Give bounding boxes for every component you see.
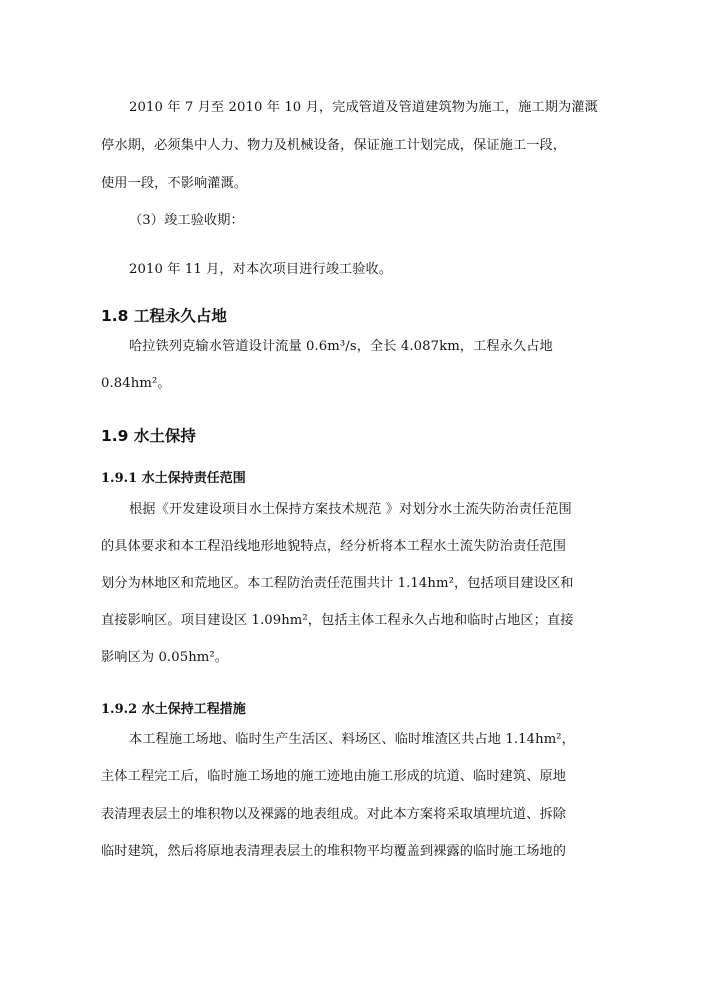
s1-9-1-line-1: 根据《开发建设项目水土保持方案技术规范 》对划分水土流失防治责任范围	[129, 502, 572, 517]
s1-9-1-line-5: 影响区为 0.05hm²。	[101, 650, 229, 665]
schedule-para-line-1: 2010 年 7 月至 2010 年 10 月，完成管道及管道建筑物为施工，施工期为灌溉	[129, 100, 598, 115]
acceptance-subheading: （3）竣工验收期：	[129, 213, 244, 228]
heading-1-9-2: 1.9.2 水土保持工程措施	[101, 702, 246, 717]
acceptance-para: 2010 年 11 月，对本次项目进行竣工验收。	[129, 262, 393, 277]
s1-8-line-2: 0.84hm²。	[101, 376, 171, 391]
heading-1-8: 1.8 工程永久占地	[101, 307, 227, 325]
s1-9-1-line-3: 划分为林地区和荒地区。本工程防治责任范围共计 1.14hm²，包括项目建设区和	[101, 576, 574, 591]
s1-8-line-1: 哈拉铁列克输水管道设计流量 0.6m³/s，全长 4.087km，工程永久占地	[129, 339, 553, 354]
schedule-para-line-3: 使用一段，不影响灌溉。	[101, 176, 248, 191]
s1-9-2-line-2: 主体工程完工后，临时施工场地的施工迹地由施工形成的坑道、临时建筑、原地	[101, 769, 567, 784]
schedule-para-line-2: 停水期，必须集中人力、物力及机械设备，保证施工计划完成，保证施工一段，	[101, 138, 567, 153]
s1-9-2-line-3: 表清理表层土的堆积物以及裸露的地表组成。对此本方案将采取填埋坑道、拆除	[101, 807, 567, 822]
s1-9-2-line-4: 临时建筑，然后将原地表清理表层土的堆积物平均覆盖到裸露的临时施工场地的	[101, 844, 567, 859]
s1-9-2-line-1: 本工程施工场地、临时生产生活区、料场区、临时堆渣区共占地 1.14hm²，	[129, 732, 575, 747]
heading-1-9: 1.9 水土保持	[101, 427, 196, 445]
heading-1-9-1: 1.9.1 水土保持责任范围	[101, 471, 246, 486]
s1-9-1-line-4: 直接影响区。项目建设区 1.09hm²，包括主体工程永久占地和临时占地区；直接	[101, 613, 574, 628]
s1-9-1-line-2: 的具体要求和本工程沿线地形地貌特点，经分析将本工程水土流失防治责任范围	[101, 539, 567, 554]
